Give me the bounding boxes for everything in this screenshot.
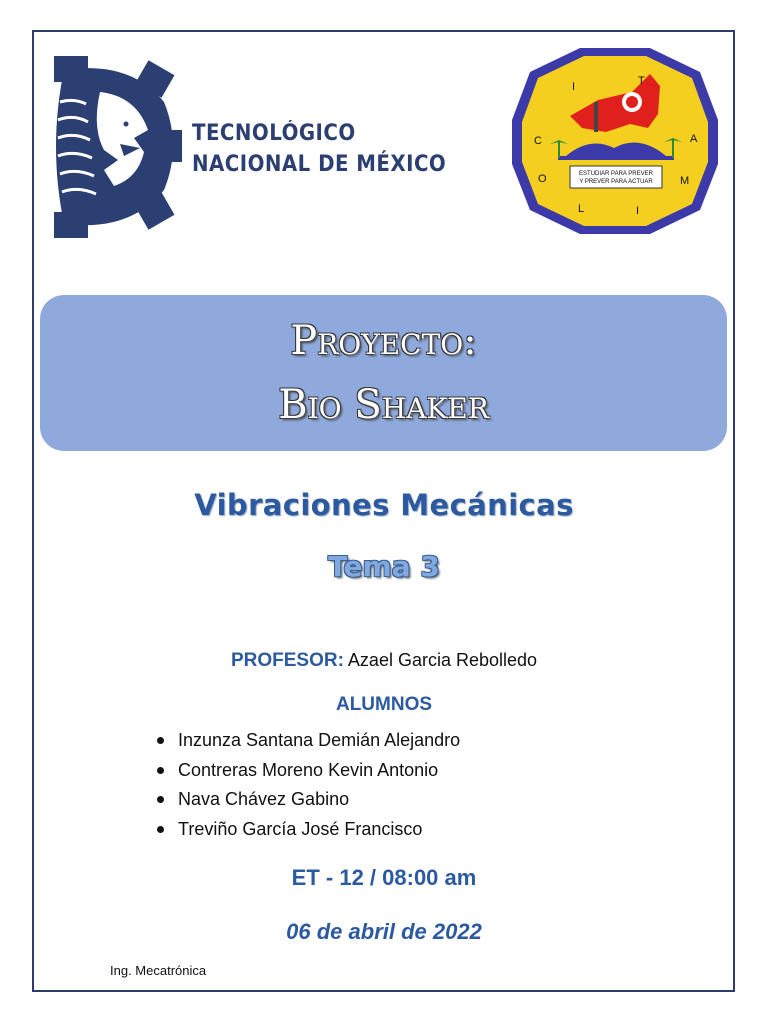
institution-line-2: NACIONAL DE MÉXICO xyxy=(192,152,447,177)
seal-letter: T xyxy=(638,75,645,87)
seal-letter: M xyxy=(680,175,690,187)
seal-letter: O xyxy=(538,173,547,185)
seal-motto-line-2: Y PREVER PARA ACTUAR xyxy=(579,179,653,185)
project-banner xyxy=(40,295,727,451)
professor-line xyxy=(0,650,768,672)
list-item: Nava Chávez Gabino xyxy=(155,785,460,815)
project-title-line-2: Bio Shaker xyxy=(278,382,489,428)
seal-motto-line-1: ESTUDIAR PARA PREVER xyxy=(579,171,653,177)
subject-title: Vibraciones Mecánicas xyxy=(194,488,574,522)
tnm-gear-eagle-logo-icon xyxy=(44,52,184,240)
topic-title: Tema 3 xyxy=(328,550,440,583)
seal-letter: I xyxy=(636,205,640,217)
professor-name: Azael Garcia Rebolledo xyxy=(347,650,538,670)
institute-seal-icon xyxy=(510,44,720,236)
list-item: Inzunza Santana Demián Alejandro xyxy=(155,726,460,756)
career-name: Ing. Mecatrónica xyxy=(110,963,207,978)
project-title-line-1: Proyecto: xyxy=(290,318,477,364)
seal-letter: I xyxy=(572,81,576,93)
list-item: Contreras Moreno Kevin Antonio xyxy=(155,756,460,786)
seal-letter: L xyxy=(578,203,585,215)
seal-letter: A xyxy=(690,133,698,145)
group-schedule: ET - 12 / 08:00 am xyxy=(291,865,477,890)
professor-label: PROFESOR: xyxy=(230,650,344,671)
seal-letter: C xyxy=(534,135,542,147)
institution-name xyxy=(192,118,446,180)
document-date: 06 de abril de 2022 xyxy=(286,919,482,944)
students-heading: ALUMNOS xyxy=(335,694,433,715)
institution-line-1: TECNOLÓGICO xyxy=(192,121,356,146)
students-list xyxy=(155,726,460,844)
list-item: Treviño García José Francisco xyxy=(155,815,460,845)
